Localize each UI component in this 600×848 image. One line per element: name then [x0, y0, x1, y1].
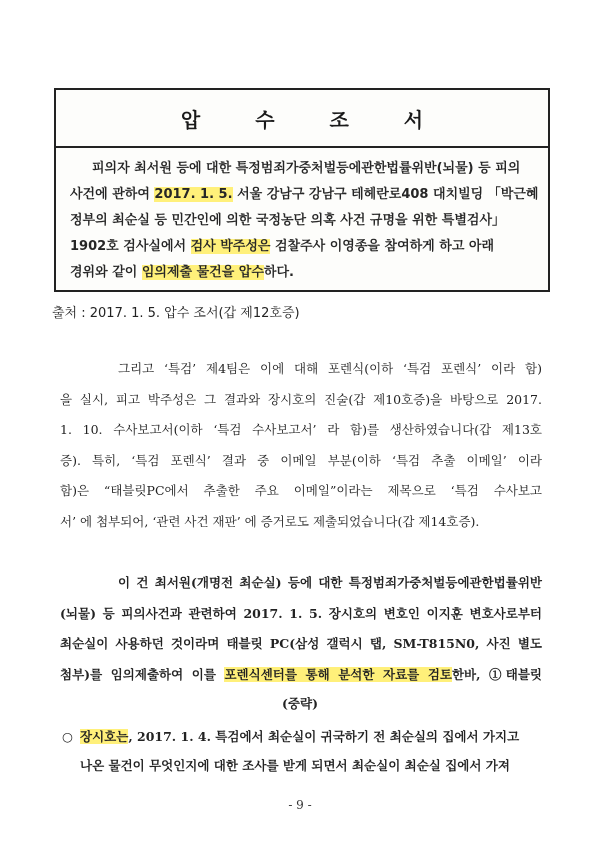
- scan-line-4-a: 1902호 검사실에서: [70, 239, 191, 254]
- paragraph-line: 을 실시, 피고 박주성은 그 결과와 장시호의 진술(갑 제10호증)을 바탕으로 2017.: [60, 391, 542, 407]
- figure-caption: 출처 : 2017. 1. 5. 압수 조서(갑 제12호증): [52, 306, 300, 321]
- scan-title: 압 수 조 서: [180, 107, 448, 132]
- scan-line-5: [70, 260, 536, 286]
- paragraph-quote: [60, 568, 542, 690]
- bullet-line-2: 나온 물건이 무엇인지에 대한 조사를 받게 되면서 최순실이 최순실 집에서 가져: [80, 758, 510, 773]
- paragraph-line: 증). 특히, ‘특검 포렌식’ 결과 중 이메일 부분(이하 ‘특검 추출 이메일’ 이라: [60, 452, 542, 468]
- paragraph-forensics: [60, 354, 542, 537]
- paragraph-line: 그리고 ‘특검’ 제4팀은 이에 대해 포렌식(이하 ‘특검 포렌식’ 이라 함): [118, 361, 542, 376]
- scan-line-2-b: 서울 강남구 강남구 테헤란로408 대치빌딩 「박근혜: [232, 187, 539, 202]
- circle-bullet-icon: ○: [62, 729, 73, 744]
- paragraph-line: 함)은 “태블릿PC에서 추출한 주요 이메일”이라는 제목으로 ‘특검 수사보고: [60, 483, 542, 498]
- paragraph-line: 서’ 에 첨부되어, ‘관련 사건 재판’ 에 증거로도 제출되었습니다(갑 제14호증).: [60, 513, 480, 529]
- omission-marker: (중략): [282, 696, 318, 711]
- bullet-line-1-text: , 2017. 1. 4. 특검에서 최순실이 귀국하기 전 최순실의 집에서 가지고: [128, 729, 520, 744]
- paragraph-line: (뇌물) 등 피의사건과 관련하여 2017. 1. 5. 장시호의 변호인 이지훈 변호사로부터: [60, 605, 542, 621]
- bullet-item: [62, 722, 544, 780]
- page-number: - 9 -: [288, 798, 312, 812]
- paragraph-line: [60, 660, 542, 691]
- bullet-line-1: [62, 722, 544, 751]
- paragraph-line: 이 건 최서원(개명전 최순실) 등에 대한 특정범죄가중처벌등에관한법률위반: [118, 575, 542, 590]
- scan-line-4: [70, 234, 536, 260]
- scan-title-row: [56, 90, 548, 148]
- scan-line-4-b: 검찰주사 이영종을 참여하게 하고 아래: [270, 239, 495, 254]
- scan-line-2-a: 사건에 관하여: [70, 187, 155, 202]
- seizure-record-scan: [54, 88, 550, 292]
- highlight-jang-siho: 장시호는: [80, 729, 129, 744]
- paragraph-line: 최순실이 사용하던 것이라며 태블릿 PC(삼성 갤럭시 탭, SM-T815N0, 사진 별도: [60, 636, 542, 651]
- scan-highlight-date: 2017. 1. 5.: [154, 187, 233, 202]
- scan-highlight-prosecutor: 검사 박주성은: [190, 239, 271, 254]
- scan-line-1: 피의자 최서원 등에 대한 특정범죄가중처벌등에관한법률위반(뇌물) 등 피의: [92, 161, 521, 176]
- scan-body: [70, 156, 539, 286]
- scan-line-2: [70, 182, 539, 208]
- highlight-forensic-review: 포렌식센터를 통해 분석한 자료를 검토: [224, 666, 452, 682]
- scan-line-3: 정부의 최순실 등 민간인에 의한 국정농단 의혹 사건 규명을 위한 특별검사」: [70, 213, 505, 228]
- scan-line-5-a: 경위와 같이: [70, 265, 142, 280]
- scan-highlight-seizure: 임의제출 물건을 압수: [141, 265, 264, 280]
- paragraph-line-4-a: 첨부)를 임의제출하여 이를: [60, 666, 225, 682]
- scan-line-5-b: 하다.: [263, 265, 294, 280]
- paragraph-line: 1. 10. 수사보고서(이하 ‘특검 수사보고서’ 라 함)를 생산하였습니다(갑 제13호: [60, 422, 542, 437]
- paragraph-line-4-b: 한바, ①태블릿: [451, 666, 542, 682]
